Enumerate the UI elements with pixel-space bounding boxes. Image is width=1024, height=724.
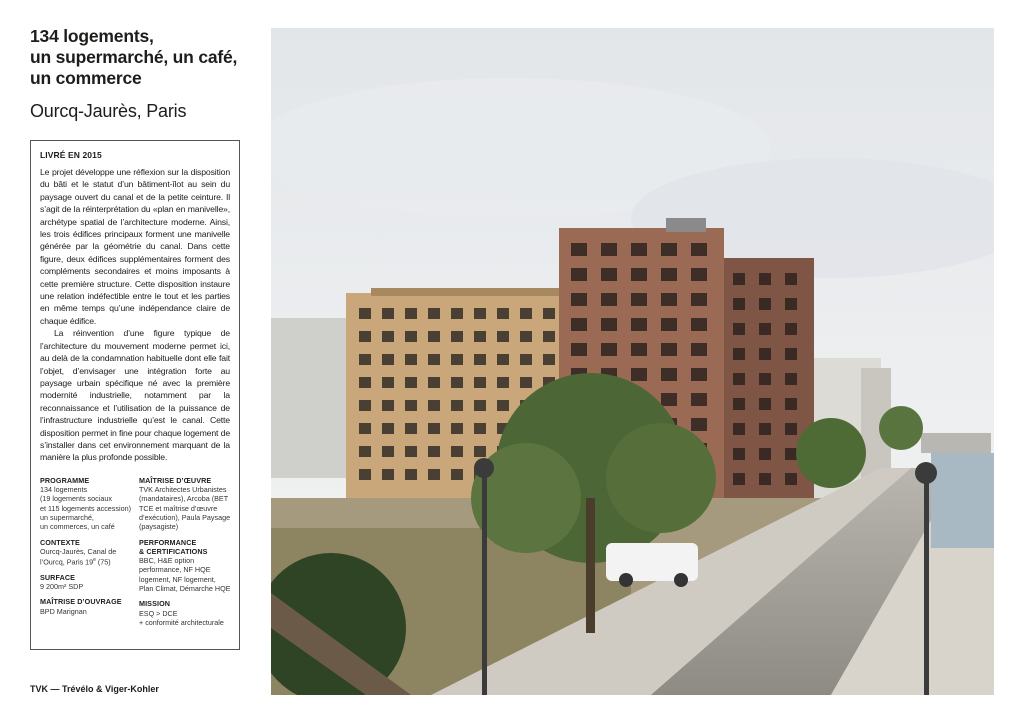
window — [382, 423, 394, 434]
window — [733, 473, 745, 485]
project-info-box — [30, 140, 240, 650]
window — [359, 400, 371, 411]
spec-surface — [40, 573, 139, 592]
spec-programme — [40, 476, 139, 532]
window — [405, 377, 417, 388]
window — [661, 343, 677, 356]
delivery-heading: LIVRÉ EN 2015 — [40, 150, 102, 160]
window — [474, 331, 486, 342]
window — [691, 418, 707, 431]
window — [571, 318, 587, 331]
window — [661, 243, 677, 256]
window — [520, 377, 532, 388]
window — [759, 323, 771, 335]
window — [733, 323, 745, 335]
window — [733, 373, 745, 385]
window — [691, 318, 707, 331]
spec-contexte — [40, 538, 139, 567]
window — [543, 308, 555, 319]
window — [497, 308, 509, 319]
window — [691, 343, 707, 356]
window — [382, 446, 394, 457]
window — [785, 448, 797, 460]
window — [759, 273, 771, 285]
window — [405, 308, 417, 319]
window — [785, 273, 797, 285]
window — [474, 308, 486, 319]
window — [474, 377, 486, 388]
window — [733, 273, 745, 285]
window — [759, 373, 771, 385]
spec-mission — [139, 599, 235, 627]
spec-value: ESQ > DCE + conformité architecturale — [139, 608, 224, 627]
spec-label: MAÎTRISE D’ŒUVRE — [139, 475, 212, 485]
window — [382, 377, 394, 388]
window — [451, 331, 463, 342]
window — [382, 354, 394, 365]
spec-label: SURFACE — [40, 572, 76, 582]
window — [543, 331, 555, 342]
window — [571, 243, 587, 256]
spec-label: PERFORMANCE & CERTIFICATIONS — [139, 537, 208, 556]
window — [359, 377, 371, 388]
window — [631, 343, 647, 356]
spec-label: MISSION — [139, 599, 171, 609]
window — [520, 354, 532, 365]
window — [661, 318, 677, 331]
window — [428, 400, 440, 411]
window — [691, 393, 707, 406]
window — [785, 423, 797, 435]
window — [428, 331, 440, 342]
window — [631, 368, 647, 381]
window — [451, 308, 463, 319]
window — [733, 348, 745, 360]
window — [359, 354, 371, 365]
window — [428, 354, 440, 365]
window — [785, 473, 797, 485]
window — [497, 377, 509, 388]
window — [359, 469, 371, 480]
specs-column-right — [139, 476, 235, 633]
spec-label: PROGRAMME — [40, 475, 90, 485]
window — [691, 268, 707, 281]
window — [571, 343, 587, 356]
window — [497, 331, 509, 342]
window — [601, 318, 617, 331]
window — [497, 400, 509, 411]
window — [631, 243, 647, 256]
window — [785, 373, 797, 385]
spec-value: Ourcq-Jaurès, Canal de l’Ourcq, Paris 19e (75) — [40, 546, 117, 567]
spec-value: 9 200m² SDP — [40, 582, 84, 592]
window — [405, 446, 417, 457]
window — [359, 446, 371, 457]
window — [759, 473, 771, 485]
title-line: 134 logements, — [30, 26, 154, 46]
window — [520, 308, 532, 319]
spec-maitrise-oeuvre — [139, 476, 235, 532]
window — [382, 308, 394, 319]
specs-column-left — [40, 476, 139, 633]
window — [661, 393, 677, 406]
window — [733, 298, 745, 310]
window — [451, 354, 463, 365]
window — [691, 243, 707, 256]
window — [733, 448, 745, 460]
window — [474, 423, 486, 434]
window — [405, 331, 417, 342]
window — [601, 343, 617, 356]
window — [382, 400, 394, 411]
window — [733, 398, 745, 410]
window — [497, 354, 509, 365]
window — [661, 368, 677, 381]
footer-credit: TVK — Trévélo & Viger-Kohler — [30, 684, 159, 694]
window — [382, 469, 394, 480]
window — [359, 308, 371, 319]
project-title — [30, 26, 260, 89]
spec-value: 134 logements (19 logements sociaux et 115 logements accession) un supermarché, un commerces, un café — [40, 485, 131, 532]
window — [785, 298, 797, 310]
window — [474, 400, 486, 411]
window — [601, 268, 617, 281]
window — [405, 423, 417, 434]
project-description — [40, 166, 230, 464]
window — [601, 293, 617, 306]
window — [382, 331, 394, 342]
window — [474, 446, 486, 457]
window — [428, 308, 440, 319]
window — [451, 400, 463, 411]
window — [601, 243, 617, 256]
title-line: un supermarché, un café, — [30, 47, 238, 67]
spec-value: TVK Architectes Urbanistes (mandataires), Arcoba (BET TCE et maîtrise d’œuvre d’exécution), Paula Paysage (paysagiste) — [139, 485, 231, 532]
window — [451, 469, 463, 480]
window — [631, 293, 647, 306]
project-specs — [40, 476, 230, 633]
window — [759, 298, 771, 310]
project-location: Ourcq-Jaurès, Paris — [30, 101, 187, 121]
spec-value: BPD Marignan — [40, 606, 87, 616]
window — [733, 423, 745, 435]
spec-value: BBC, H&E option performance, NF HQE logement, NF logement, Plan Climat, Démarche HQE — [139, 556, 231, 594]
spec-maitrise-ouvrage — [40, 597, 139, 616]
window — [451, 446, 463, 457]
window — [571, 293, 587, 306]
window — [359, 423, 371, 434]
title-line: un commerce — [30, 68, 142, 88]
window — [405, 469, 417, 480]
window — [661, 268, 677, 281]
window — [571, 268, 587, 281]
window — [759, 423, 771, 435]
window — [405, 400, 417, 411]
window — [785, 398, 797, 410]
spec-label: MAÎTRISE D’OUVRAGE — [40, 597, 122, 607]
window — [428, 446, 440, 457]
window — [405, 354, 417, 365]
window — [691, 368, 707, 381]
window — [451, 423, 463, 434]
spec-performance — [139, 538, 235, 594]
window — [631, 318, 647, 331]
window — [474, 354, 486, 365]
window — [428, 469, 440, 480]
window — [543, 354, 555, 365]
spec-label: CONTEXTE — [40, 537, 80, 547]
window — [359, 331, 371, 342]
window — [691, 293, 707, 306]
window — [451, 377, 463, 388]
window — [428, 423, 440, 434]
window — [759, 448, 771, 460]
window — [785, 323, 797, 335]
window — [759, 398, 771, 410]
description-paragraph: La réinvention d’une figure typique de l’architecture du mouvement moderne permet ici, au delà de la condamnation habituelle dont elle fait l’objet, d’envisager une intégration forte au paysage urbain spécifique né avec la première modernité industrielle, notamment par la reconnaissance et l’utilisation de la puissance de l’infrastructure industrielle qu’est le canal. Cette disposition permet in fine pour chaque logement de s’installer dans cet environnement marquant de la manière la plus profonde possible. — [40, 328, 230, 463]
window — [785, 348, 797, 360]
project-photo — [271, 28, 994, 695]
window — [631, 268, 647, 281]
window — [759, 348, 771, 360]
window — [661, 293, 677, 306]
window — [520, 331, 532, 342]
description-paragraph: Le projet développe une réflexion sur la disposition du bâti et le statut d’un bâtiment-îlot au sein du paysage ouvert du canal et de la petite ceinture. Il s’agit de la réinterprétation du «plan en manivelle», archétype spatial de l’architecture moderne. Ainsi, les trois édifices principaux forment une manivelle générée par la géométrie du canal. Dans cette figure, deux édifices supplémentaires forment des compléments secondaires et moins imposants à cette première structure. Cette disposition instaure une relation indéfectible entre le tout et les parties en même temps qu’une indépendance claire de chaque édifice. — [40, 167, 230, 326]
window — [428, 377, 440, 388]
